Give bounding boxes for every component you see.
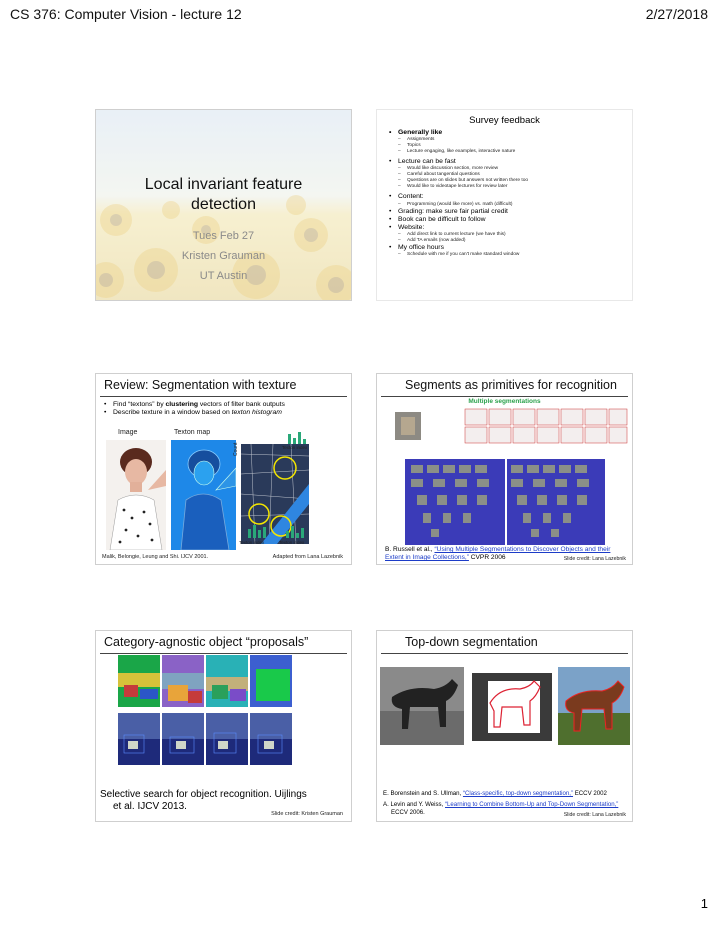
slide-top-down-segmentation: [376, 630, 633, 822]
date-header: 2/27/2018: [645, 6, 708, 22]
slide-author: Kristen Grauman: [181, 250, 266, 262]
slide-title-line1: Local invariant feature: [144, 176, 303, 193]
slide-title: Review: Segmentation with texture: [104, 378, 297, 392]
feedback-subitem: – Assignments: [389, 137, 629, 143]
bullet-histogram: • Describe texture in a window based on texton histogram: [104, 409, 344, 417]
course-header: CS 376: Computer Vision - lecture 12: [10, 6, 242, 22]
feedback-item: • Book can be difficult to follow: [389, 216, 629, 224]
slide-credit: Slide credit: Lana Lazebnik: [563, 556, 626, 562]
slide-title: [95, 109, 352, 301]
slide-segments-primitives: [376, 373, 633, 565]
slide-affiliation: UT Austin: [199, 270, 248, 282]
slide-title: Survey feedback: [469, 115, 540, 126]
credit-left: Malik, Belongie, Leung and Shi. IJCV 2001.: [102, 554, 209, 560]
feedback-subitem: – Lecture engaging, like examples, interactive nature: [389, 149, 629, 155]
feedback-subitem: – Topics: [389, 143, 629, 149]
reference-2-link[interactable]: “Learning to Combine Bottom-Up and Top-Down Segmentation,”: [445, 801, 619, 808]
axis-texton-index-3: Texton index: [279, 540, 305, 545]
horse-examples: [380, 667, 630, 747]
slide-title-line2: detection: [191, 196, 256, 213]
feedback-subitem: – Add TA emails (now added): [389, 238, 629, 244]
selective-search-grid: [118, 655, 318, 767]
feedback-item: • Website:: [389, 224, 629, 232]
page-number: 1: [700, 896, 708, 911]
histogram-left: [246, 524, 272, 538]
caption-line1: Selective search for object recognition. Uijlings: [100, 789, 307, 800]
title-underline: [381, 653, 628, 654]
feedback-item: • My office hours: [389, 244, 629, 252]
feedback-subitem: – Questions are on slides but answers not written there too: [389, 178, 629, 184]
subtitle-multiple-segmentations: Multiple segmentations: [468, 398, 541, 405]
axis-texton-index-2: Texton index: [239, 540, 265, 545]
axis-count-1: Count: [233, 442, 239, 456]
feedback-subitem: – Programming (would like more) vs. math (difficult): [389, 202, 629, 208]
bullet-textons: • Find “textons” by clustering vectors of filter bank outputs: [104, 401, 344, 409]
feedback-subitem: – Would like to videotape lectures for review later: [389, 184, 629, 190]
slide-credit: Slide credit: Lana Lazebnik: [563, 812, 626, 818]
title-underline: [381, 396, 628, 397]
feedback-subitem: – Add direct link to current lecture (we have this): [389, 232, 629, 238]
feedback-list: [389, 129, 629, 258]
feedback-item: • Grading: make sure fair partial credit: [389, 208, 629, 216]
label-image: Image: [118, 429, 138, 436]
slide-date: Tues Feb 27: [192, 230, 255, 242]
title-underline: [100, 653, 347, 654]
feedback-item: • Content:: [389, 193, 629, 201]
reference-1-link[interactable]: “Class-specific, top-down segmentation,”: [462, 790, 574, 797]
citation: B. Russell et al., “Using Multiple Segmentations to Discover Objects and their Extent in Image Collections,” CVPR 2006: [385, 546, 611, 561]
slide-credit: Slide credit: Kristen Grauman: [271, 811, 343, 817]
slide-texture-segmentation: [95, 373, 352, 565]
reference-2: A. Levin and Y. Weiss, “Learning to Combine Bottom-Up and Top-Down Segmentation,”: [383, 801, 619, 808]
histogram-top: [286, 430, 312, 444]
texton-map-image: [171, 440, 236, 550]
slide-object-proposals: [95, 630, 352, 822]
reference-2-venue: ECCV 2006.: [391, 809, 425, 816]
segmentation-examples: [377, 407, 632, 547]
slide-title: Top-down segmentation: [405, 635, 538, 649]
feedback-item: • Lecture can be fast: [389, 158, 629, 166]
paper-link[interactable]: “Using Multiple Segmentations to Discover Objects and their Extent in Image Collections,”: [385, 546, 611, 561]
feedback-subitem: – Schedule with me if you can't make standard window: [389, 252, 629, 258]
feedback-item: • Generally like: [389, 129, 629, 137]
slide-survey-feedback: [376, 109, 633, 301]
feedback-subitem: – Would like discussion section, more review: [389, 166, 629, 172]
caption-line2: et al. IJCV 2013.: [113, 801, 187, 812]
label-texton-map: Texton map: [174, 429, 211, 436]
histogram-right: [284, 524, 310, 538]
axis-texton-index-1: Texton index: [282, 445, 308, 450]
slide-title: Segments as primitives for recognition: [405, 378, 617, 392]
reference-1: E. Borenstein and S. Ullman, “Class-specific, top-down segmentation,” ECCV 2002: [383, 790, 607, 797]
feedback-subitem: – Careful about tangential questions: [389, 172, 629, 178]
credit-right: Adapted from Lana Lazebnik: [272, 554, 343, 560]
title-underline: [100, 396, 347, 397]
woman-photo: [106, 440, 166, 550]
slide-title: Category-agnostic object “proposals”: [104, 635, 309, 649]
